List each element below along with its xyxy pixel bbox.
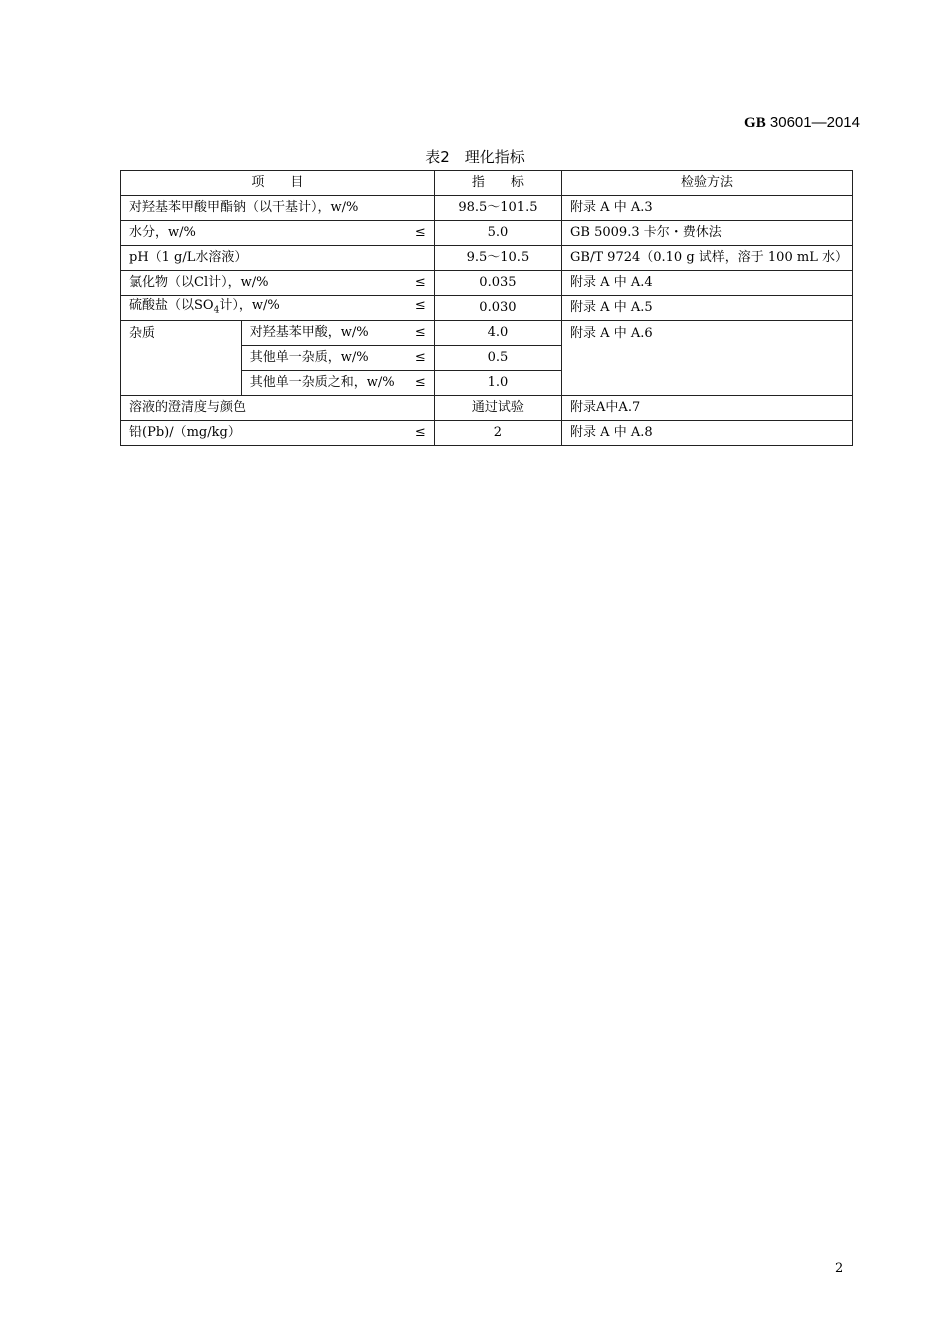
table-row	[121, 246, 853, 271]
header-item: 项 目	[121, 171, 435, 196]
standard-prefix: GB	[744, 115, 766, 131]
row-value: 0.035	[434, 271, 561, 296]
row-item: 氯化物（以Cl计），w/% ≤	[121, 271, 435, 296]
row-item: pH（1 g/L水溶液）	[121, 246, 435, 271]
table-row	[121, 196, 853, 221]
row-value: 2	[434, 421, 561, 446]
row-value: 98.5～101.5	[434, 196, 561, 221]
table-row	[121, 421, 853, 446]
le-symbol: ≤	[414, 225, 426, 240]
row-item: 铅(Pb)/（mg/kg） ≤	[121, 421, 435, 446]
row-value: 5.0	[434, 221, 561, 246]
le-symbol: ≤	[414, 297, 426, 313]
table-row	[121, 221, 853, 246]
impurity-subitem: 其他单一杂质之和，w/% ≤	[241, 371, 434, 396]
table-header-row	[121, 171, 853, 196]
row-item: 水分，w/% ≤	[121, 221, 435, 246]
le-symbol: ≤	[414, 325, 426, 340]
table-row	[121, 396, 853, 421]
row-method: 附录 A 中 A.4	[562, 271, 853, 296]
impurity-subitem: 其他单一杂质，w/% ≤	[241, 346, 434, 371]
row-value: 通过试验	[434, 396, 561, 421]
row-item: 对羟基苯甲酸甲酯钠（以干基计），w/%	[121, 196, 435, 221]
table-row	[121, 321, 853, 346]
row-method: 附录 A 中 A.3	[562, 196, 853, 221]
row-method: 附录A中A.7	[562, 396, 853, 421]
impurity-subitem: 对羟基苯甲酸，w/% ≤	[241, 321, 434, 346]
row-value: 1.0	[434, 371, 561, 396]
page-number: 2	[835, 1261, 844, 1276]
row-method: 附录 A 中 A.5	[562, 296, 853, 321]
le-symbol: ≤	[414, 350, 426, 365]
row-method: GB/T 9724（0.10 g 试样，溶于 100 mL 水）	[562, 246, 853, 271]
standard-code	[744, 114, 860, 132]
row-item: 溶液的澄清度与颜色	[121, 396, 435, 421]
le-symbol: ≤	[414, 425, 426, 440]
row-item: 硫酸盐（以$SO_4$计），w/% ≤	[121, 296, 435, 321]
header-method: 检验方法	[562, 171, 853, 196]
row-value: 4.0	[434, 321, 561, 346]
table-row	[121, 271, 853, 296]
le-symbol: ≤	[414, 275, 426, 290]
spec-table	[120, 170, 853, 446]
row-method: 附录 A 中 A.8	[562, 421, 853, 446]
row-value: 0.030	[434, 296, 561, 321]
row-value: 9.5～10.5	[434, 246, 561, 271]
standard-number: 30601—2014	[769, 114, 860, 131]
table-title: 表2 理化指标	[425, 148, 525, 166]
impurity-label: 杂质	[121, 321, 242, 396]
table-row	[121, 296, 853, 321]
le-symbol: ≤	[414, 375, 426, 390]
row-value: 0.5	[434, 346, 561, 371]
impurity-method: 附录 A 中 A.6	[562, 321, 853, 396]
header-index: 指 标	[434, 171, 561, 196]
row-method: GB 5009.3 卡尔・费休法	[562, 221, 853, 246]
